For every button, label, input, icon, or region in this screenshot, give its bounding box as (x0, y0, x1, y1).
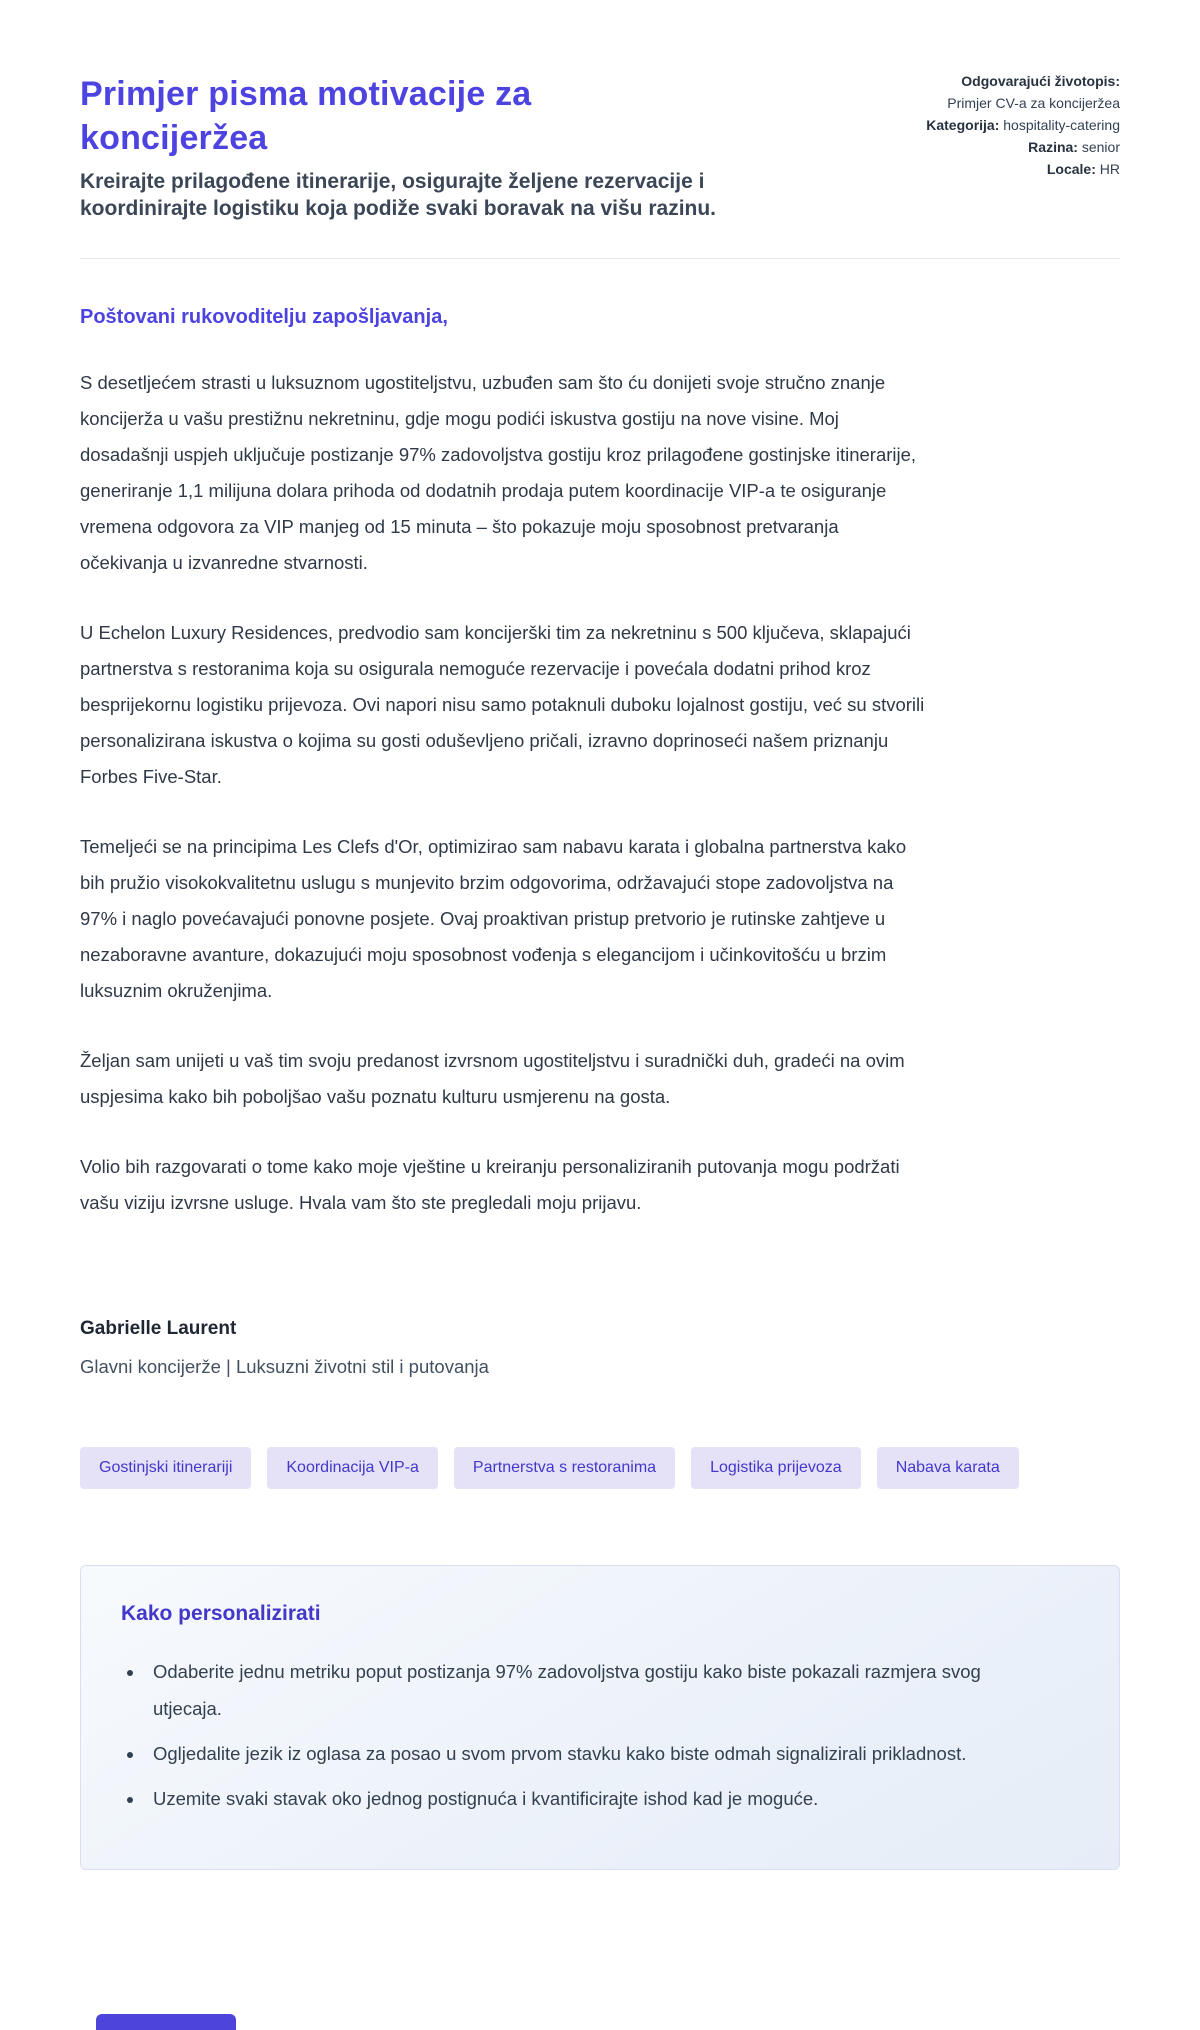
meta-label: Razina: (1028, 139, 1078, 155)
letter-paragraphs (80, 365, 925, 1221)
meta-value: senior (1077, 139, 1120, 155)
header-divider (80, 258, 1120, 259)
meta-item (920, 158, 1120, 180)
meta-item (920, 114, 1120, 136)
page-container (80, 0, 1120, 1870)
skill-tag-chip: Gostinjski itinerariji (80, 1447, 251, 1489)
meta-label: Kategorija: (926, 117, 1000, 133)
meta-block (920, 70, 1120, 180)
meta-item (920, 136, 1120, 158)
signature-role: Glavni koncijerže | Luksuzni životni stil i putovanja (80, 1356, 489, 1377)
skill-tag-chip: Logistika prijevoza (691, 1447, 861, 1489)
meta-value: hospitality-catering (999, 117, 1120, 133)
cutoff-button[interactable] (96, 2014, 236, 2030)
letter-paragraph: Volio bih razgovarati o tome kako moje vještine u kreiranju personaliziranih putovanja mogu podržati vašu viziju izvrsne usluge. Hvala vam što ste pregledali moju prijavu. (80, 1156, 900, 1213)
skill-tag-chip: Koordinacija VIP-a (267, 1447, 438, 1489)
page-header (80, 0, 1120, 222)
skill-tags (80, 1447, 1040, 1489)
letter-paragraph: Temeljeći se na principima Les Clefs d'Or, optimizirao sam nabavu karata i globalna partnerstva kako bih pružio visokokvalitetnu uslugu s munjevito brzim odgovorima, održavajući stope zadovoljstva na 97% i naglo povećavajući ponovne posjete. Ovaj proaktivan pristup pretvorio je rutinske zahtjeve u nezaboravne avanture, dokazujući moju sposobnost vođenja s elegancijom i učinkovitošću u brzim luksuznim okruženjima. (80, 836, 907, 1001)
letter-paragraph: Željan sam unijeti u vaš tim svoju predanost izvrsnom ugostiteljstvu i suradnički duh, gradeći na ovim uspjesima kako bih poboljšao vašu poznatu kulturu usmjerenu na gosta. (80, 1050, 905, 1107)
meta-value: Primjer CV-a za koncijeržea (947, 95, 1120, 111)
tip-item: • Ogljedalite jezik iz oglasa za posao u svom prvom stavku kako biste odmah signalizirali prikladnost. (145, 1735, 1045, 1772)
cover-letter (80, 303, 925, 1381)
tip-item: • Odaberite jednu metriku poput postizanja 97% zadovoljstva gostiju kako biste pokazali razmjera svog utjecaja. (145, 1653, 1045, 1727)
meta-value: HR (1095, 161, 1120, 177)
skill-tag-chip: Partnerstva s restoranima (454, 1447, 675, 1489)
tip-list (121, 1653, 1079, 1817)
page-subtitle: Kreirajte prilagođene itinerarije, osigurajte željene rezervacije i koordinirajte logistiku koja podiže svaki boravak na višu razinu. (80, 170, 717, 220)
meta-item (920, 70, 1120, 114)
skill-tag-chip: Nabava karata (877, 1447, 1019, 1489)
letter-paragraph: U Echelon Luxury Residences, predvodio sam koncijerški tim za nekretninu s 500 ključeva, sklapajući partnerstva s restoranima koja su osigurala nemoguće rezervacije i povećala dodatni prihod kroz besprijekornu logistiku prijevoza. Ovi napori nisu samo potaknuli duboku lojalnost gostiju, već su stvorili personalizirana iskustva o kojima su gosti oduševljeno pričali, izravno doprinoseći našem priznanju Forbes Five-Star. (80, 622, 925, 787)
tip-box-heading: Kako personalizirati (121, 1602, 321, 1625)
meta-label: Locale: (1046, 161, 1096, 177)
personalization-tip-box (80, 1565, 1120, 1870)
meta-label: Odgovarajući životopis: (961, 73, 1120, 89)
page-title: Primjer pisma motivacije za koncijeržea (80, 75, 532, 157)
tip-item: • Uzemite svaki stavak oko jednog postignuća i kvantificirajte ishod kad je moguće. (145, 1780, 1045, 1817)
letter-greeting: Poštovani rukovoditelju zapošljavanja, (80, 306, 448, 328)
letter-paragraph: S desetljećem strasti u luksuznom ugostiteljstvu, uzbuđen sam što ću donijeti svoje stručno znanje koncijerža u vašu prestižnu nekretninu, gdje mogu podići iskustva gostiju na nove visine. Moj dosadašnji uspjeh uključuje postizanje 97% zadovoljstva gostiju kroz prilagođene gostinjske itinerarije, generiranje 1,1 milijuna dolara prihoda od dodatnih prodaja putem koordinacije VIP-a te osiguranje vremena odgovora za VIP manjeg od 15 minuta – što pokazuje moju sposobnost pretvaranja očekivanja u izvanredne stvarnosti. (80, 372, 917, 573)
signature-name: Gabrielle Laurent (80, 1318, 237, 1339)
